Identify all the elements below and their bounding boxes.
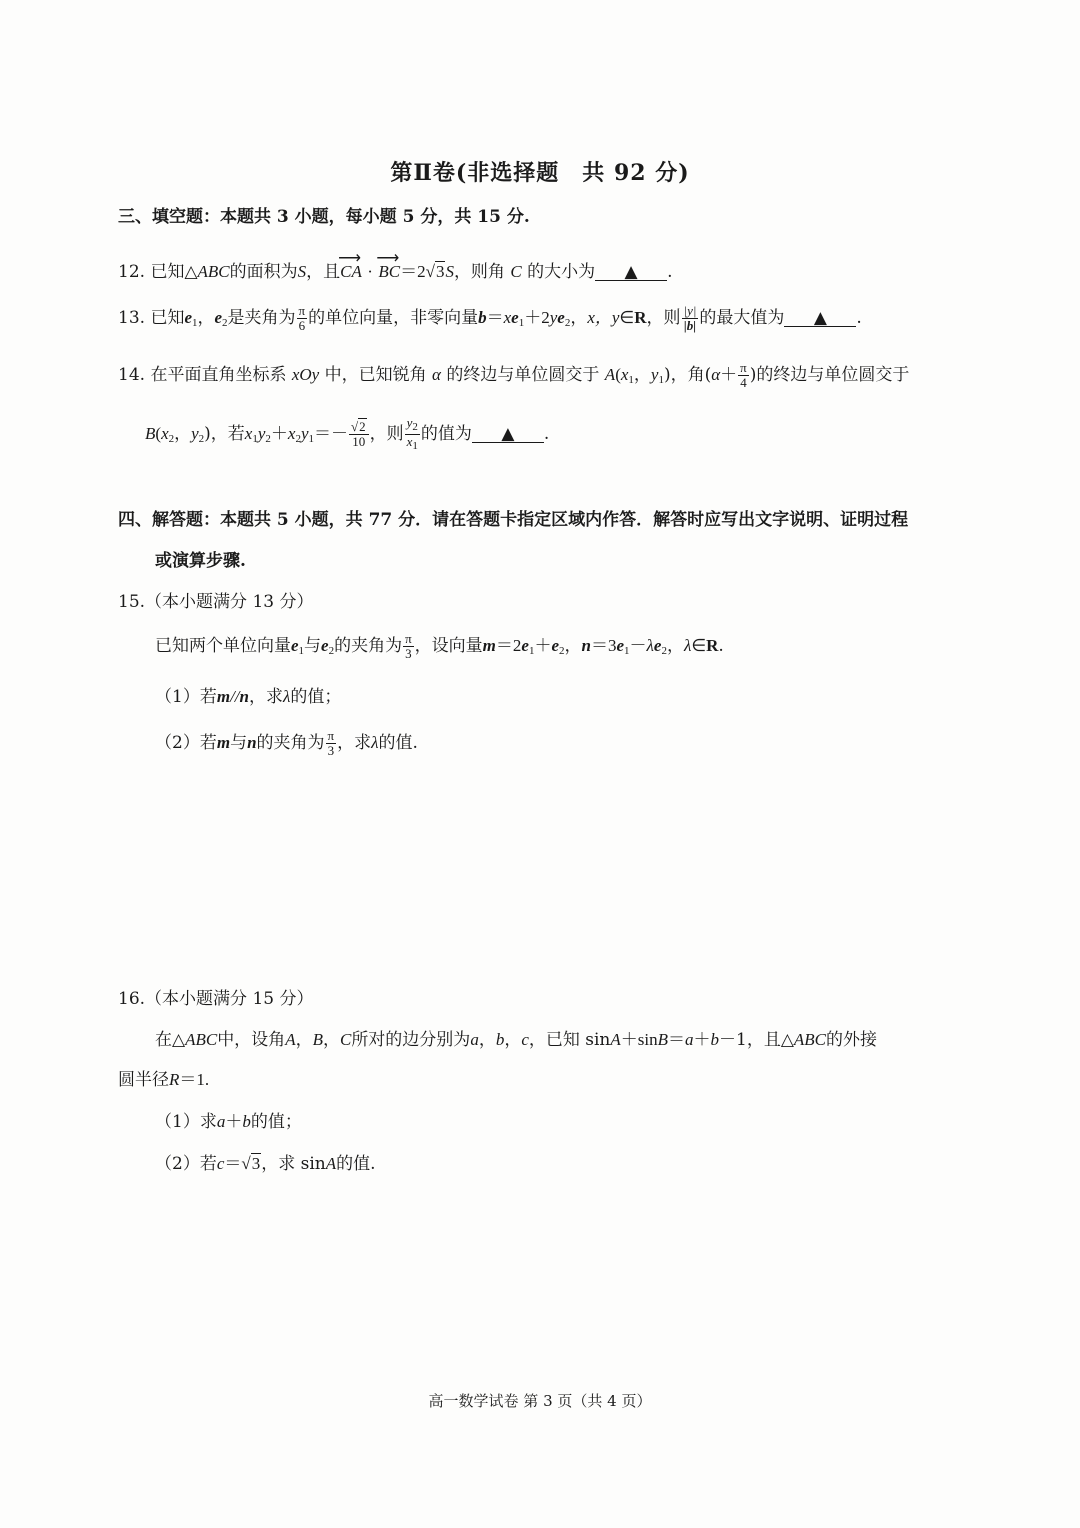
math: λ	[683, 636, 692, 655]
math: α	[711, 365, 721, 384]
math: y	[300, 424, 309, 443]
text: 的值.	[378, 733, 418, 753]
text: 的值；	[250, 1112, 302, 1132]
math: ＝1.	[179, 1070, 210, 1089]
question-16-stem-cont	[118, 1065, 209, 1090]
math: ∈	[619, 308, 635, 327]
text: 在△	[155, 1030, 186, 1050]
text: ，	[478, 1030, 496, 1050]
math: m	[216, 687, 231, 706]
text: （2）若	[155, 1154, 217, 1174]
text: ，	[504, 1030, 522, 1050]
text: ，则	[369, 424, 404, 444]
fraction-sqrt2-over-10: $\frac{√2}{10}$	[349, 420, 369, 449]
text: 的外接	[826, 1030, 877, 1050]
math: 2	[559, 645, 565, 657]
text: 与	[304, 636, 322, 656]
math: n	[239, 687, 249, 706]
math: 2	[222, 317, 228, 329]
math: ＝	[224, 1154, 242, 1173]
text: 是夹角为	[227, 308, 296, 328]
text: 的单位向量，非零向量	[308, 308, 479, 328]
vector-ca: ⟶ CA	[340, 262, 362, 282]
question-14-line-2: $B(x_2$，$y_2$)，若$x_1y_2+x_2y_1=-$ $\frac{√2}{10}$ ，则 $\frac{y_2}{x_1}$ 的值为 ▲ .	[145, 415, 550, 452]
math: e	[321, 636, 329, 655]
question-15-header: 15.（本小题满分 13 分）	[118, 592, 314, 612]
math: A	[610, 1030, 621, 1049]
math: 2	[564, 317, 571, 329]
math: b	[495, 1030, 505, 1049]
text: .	[543, 424, 550, 444]
text: 的最大值为	[699, 308, 785, 328]
text: 的值为	[420, 424, 472, 444]
text: .	[718, 636, 724, 656]
math: ＋2	[524, 308, 550, 327]
text: 所对的边分别为	[351, 1030, 471, 1050]
math: ＋	[720, 365, 738, 384]
text: ，设向量	[414, 636, 483, 656]
text: ，已知 sin	[528, 1030, 611, 1050]
answer-blank: ▲	[784, 310, 856, 327]
section-4-heading-cont: 或演算步骤.	[155, 551, 246, 571]
math: ABC	[197, 262, 230, 281]
question-number: 12.	[118, 262, 146, 282]
text: ，	[666, 636, 684, 656]
math: ABC	[185, 1030, 218, 1049]
text: ，求 sin	[261, 1154, 326, 1174]
math: R	[169, 1070, 180, 1089]
text: 在平面直角坐标系	[150, 365, 287, 385]
text: ，求	[248, 687, 283, 707]
answer-blank: ▲	[472, 426, 544, 443]
math: e	[291, 636, 299, 655]
math: ·	[367, 262, 373, 281]
math: B	[145, 424, 156, 443]
math: 2	[198, 433, 205, 445]
math: －	[629, 636, 647, 655]
text: 的夹角为	[256, 733, 325, 753]
math: C	[339, 1030, 352, 1049]
fraction-pi-over-6: $\frac{\pi}{6}$	[298, 303, 306, 333]
text: 的夹角为	[334, 636, 403, 656]
math: m	[216, 733, 231, 752]
math: λ	[646, 636, 654, 655]
math: 2	[168, 433, 175, 445]
text: 中，已知锐角	[324, 365, 427, 385]
math: b	[710, 1030, 719, 1049]
math: e	[557, 308, 565, 327]
text: ，	[570, 308, 588, 328]
math: y	[549, 308, 558, 327]
text: 的面积为	[229, 262, 298, 282]
math: ＝2	[400, 262, 426, 281]
question-16-part-2: （2）若c＝√3，求 sinA的值.	[155, 1154, 376, 1174]
math: e	[184, 308, 192, 327]
math: e	[511, 308, 519, 327]
math: 1	[192, 317, 198, 329]
math: a	[470, 1030, 479, 1049]
text: －1，且△	[719, 1030, 794, 1050]
text: ，	[322, 1030, 340, 1050]
question-number: 13.	[118, 308, 146, 328]
math: ＋	[225, 1112, 243, 1131]
fraction-pi-over-3: $\frac{\pi}{3}$	[405, 631, 412, 661]
math: e	[653, 636, 662, 655]
math: xOy	[291, 365, 320, 384]
math: y	[650, 365, 659, 384]
math: //	[230, 687, 240, 706]
math: ＝2	[495, 636, 522, 655]
math: S	[445, 262, 454, 281]
text: 的值.	[336, 1154, 376, 1174]
math: ＝	[486, 308, 504, 327]
math: x	[161, 424, 169, 443]
sqrt-radicand: 3	[251, 1154, 261, 1173]
math: C	[510, 262, 522, 281]
math: c	[216, 1154, 225, 1173]
text: （1）求	[155, 1112, 217, 1132]
math: m	[482, 636, 496, 655]
text: )，若	[204, 424, 245, 444]
math: x，y	[587, 308, 620, 327]
math: c	[521, 1030, 529, 1049]
text: 已知△	[150, 262, 198, 282]
math: ∈	[691, 636, 707, 655]
math: 2	[661, 645, 667, 657]
math: y	[257, 424, 266, 443]
math: 1	[658, 374, 664, 386]
question-15-part-2	[155, 728, 418, 758]
vector-bc: ⟶ BC	[378, 262, 400, 282]
math: e	[214, 308, 223, 327]
math: 1	[518, 317, 525, 329]
math: A	[604, 365, 616, 384]
text: ，	[295, 1030, 313, 1050]
text: 的值；	[290, 687, 342, 707]
text: 与	[230, 733, 248, 753]
page-footer: 高一数学试卷 第 3 页（共 4 页）	[428, 1392, 652, 1410]
math: a	[685, 1030, 694, 1049]
math: (	[155, 424, 162, 443]
math: x	[287, 424, 296, 443]
math: x	[620, 365, 629, 384]
question-16-header: 16.（本小题满分 15 分）	[118, 989, 314, 1009]
question-12: 12. 已知△ABC的面积为S，且⟶ CA · ⟶ BC＝2√3S，则角 C 的大小为 ▲ .	[118, 257, 673, 282]
math: 2	[265, 433, 271, 445]
section-4-heading: 四、解答题：本题共 5 小题，共 77 分．请在答题卡指定区域内作答．解答时应写出文字说明、证明过程	[118, 510, 909, 530]
math: ABC	[793, 1030, 826, 1049]
math: e	[616, 636, 625, 655]
text: （2）若	[155, 733, 217, 753]
math: R	[634, 308, 647, 327]
math: B	[312, 1030, 323, 1049]
math: ＋sin	[620, 1030, 658, 1049]
text: ，求	[337, 733, 372, 753]
math: ＋	[693, 1030, 711, 1049]
fraction-pi-over-4: $\frac{\pi}{4}$	[740, 360, 747, 390]
text: 的终边与单位圆交于	[446, 365, 600, 385]
question-16-part-1	[155, 1107, 302, 1132]
fraction-pi-over-3: $\frac{\pi}{3}$	[327, 728, 335, 758]
math: λ	[282, 687, 291, 706]
math: e	[521, 636, 529, 655]
question-14-line-1	[118, 360, 909, 390]
text: ，	[174, 424, 192, 444]
text: 圆半径	[118, 1070, 169, 1090]
question-number: 14.	[118, 365, 146, 385]
question-15-stem	[155, 631, 724, 661]
text: 的大小为	[527, 262, 596, 282]
text: 已知	[150, 308, 185, 328]
math: x	[503, 308, 512, 327]
section-3-heading: 三、填空题：本题共 3 小题，每小题 5 分，共 15 分.	[118, 207, 530, 227]
text: ，	[197, 308, 215, 328]
math: 1	[624, 645, 630, 657]
text: （1）若	[155, 687, 217, 707]
text: ，则角	[453, 262, 505, 282]
math: y	[191, 424, 199, 443]
text: ，则	[646, 308, 681, 328]
math: a	[216, 1112, 226, 1131]
math: x	[244, 424, 253, 443]
text: 已知两个单位向量	[155, 636, 291, 656]
math: b	[478, 308, 487, 327]
math: ＝3	[590, 636, 617, 655]
math: b	[242, 1112, 251, 1131]
math: R	[706, 636, 719, 655]
math: B	[657, 1030, 668, 1049]
fraction-y-over-b: $\frac{|y|}{|b|}$	[683, 303, 697, 333]
math: α	[432, 365, 441, 384]
question-15-part-1	[155, 682, 341, 707]
question-13	[118, 303, 862, 333]
math: ＋	[534, 636, 552, 655]
sqrt-radicand: 3	[435, 262, 445, 281]
math: (	[615, 365, 621, 384]
math: n	[247, 733, 257, 752]
text: 中，设角	[217, 1030, 286, 1050]
math: 1	[298, 645, 305, 657]
math: 2	[295, 433, 301, 445]
text: )的终边与单位圆交于	[749, 365, 910, 385]
text: .	[856, 308, 862, 328]
text: )，角(	[663, 365, 712, 385]
math: λ	[371, 733, 379, 752]
math: 2	[328, 645, 335, 657]
math: n	[581, 636, 591, 655]
math: 1	[308, 433, 314, 445]
math: 1	[252, 433, 258, 445]
text: ，	[564, 636, 582, 656]
text: ，且	[306, 262, 341, 282]
math: 1	[628, 374, 634, 386]
math: A	[285, 1030, 296, 1049]
math: ＝	[668, 1030, 685, 1049]
text: ，	[633, 365, 651, 385]
math: A	[325, 1154, 337, 1173]
math: 1	[528, 645, 535, 657]
math: ＝－	[313, 424, 348, 443]
fraction-y2-over-x1: $\frac{y_2}{x_1}$	[406, 415, 418, 452]
question-16-stem	[155, 1025, 877, 1050]
text: .	[667, 262, 673, 282]
page-title: 第Ⅱ卷(非选择题 共 92 分)	[390, 160, 690, 186]
math: S	[297, 262, 307, 281]
answer-blank: ▲	[595, 264, 667, 281]
math: e	[551, 636, 559, 655]
